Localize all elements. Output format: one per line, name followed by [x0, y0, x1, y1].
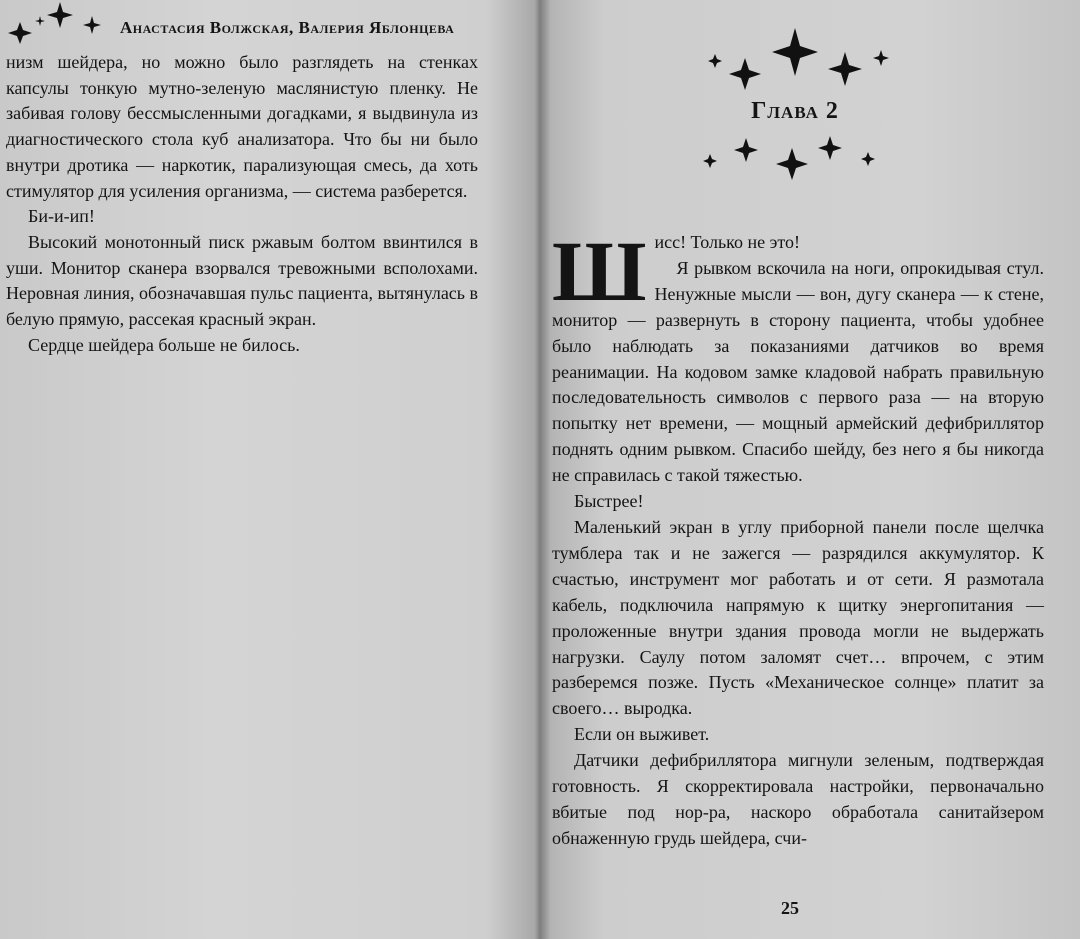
paragraph: низм шейдера, но можно было разглядеть на стенках капсулы тонкую мутно-зеленую маслянистую пленку. Не забивая голову бессмысленными догадками, я выдвинула из диагностического стола куб анализатора. Что бы ни было внутри дротика — наркотик, парализующая смесь, да хоть стимулятор для усиления организма, — система разберется.: [6, 52, 478, 201]
running-head: Анастасия Волжская, Валерия Яблонцева: [120, 18, 455, 37]
paragraph: Если он выживет.: [574, 724, 710, 745]
stars-ornament-icon: [700, 132, 880, 188]
paragraph: Я рывком вскочила на ноги, опрокидывая стул. Ненужные мысли — вон, дугу сканера — к стене, монитор — развернуть в сторону пациента, чтобы удобнее было наблюдать за показаниями датчиков во время реанимации. На кодовом замке кладовой набрать правильную последовательность символов с первого раза — на вторую попытку нет времени, — мощный армейский дефибриллятор поднять одним рывком. Спасибо шейду, без него я бы никогда не справилась с такой тяжестью.: [552, 257, 1044, 486]
paragraph: Датчики дефибриллятора мигнули зеленым, подтверждая готовность. Я скорректировала настройки, первоначально вбитые под нор-ра, наскоро обработала санитайзером обнаженную грудь шейдера, счи-: [552, 750, 1044, 848]
paragraph: Сердце шейдера больше не билось.: [28, 334, 300, 355]
paragraph: [552, 223, 1044, 319]
stars-ornament-icon: [695, 28, 895, 90]
page-number: 25: [781, 898, 799, 918]
paragraph: Маленький экран в углу приборной панели после щелчка тумблера так и не зажегся — разрядился аккумулятор. К счастью, инструмент мог работать и от сети. Я размотала кабель, подключила напрямую к щитку энергопитания — проложенные внутри здания провода могли не выдержать нагрузки. Саулу потом заломят счет… впрочем, с этим разберемся позже. Пусть «Механическое солнце» платит за своего… выродка.: [552, 516, 1044, 719]
left-page: [0, 0, 500, 939]
right-page-text: [552, 223, 1044, 852]
drop-cap: Ш: [552, 223, 647, 319]
chapter-title: Глава 2: [751, 98, 839, 124]
left-page-text: [6, 50, 478, 358]
paragraph: Быстрее!: [574, 491, 644, 512]
opening-line: исс! Только не это!: [654, 232, 800, 252]
stars-ornament-icon: [0, 0, 110, 48]
right-page: [540, 0, 1080, 939]
paragraph: Би-и-ип!: [28, 206, 95, 227]
paragraph: Высокий монотонный писк ржавым болтом ввинтился в уши. Монитор сканера взорвался тревожными всполохами. Неровная линия, обозначавшая пульс пациента, вытянулась в белую прямую, рассекая красный экран.: [6, 231, 479, 330]
